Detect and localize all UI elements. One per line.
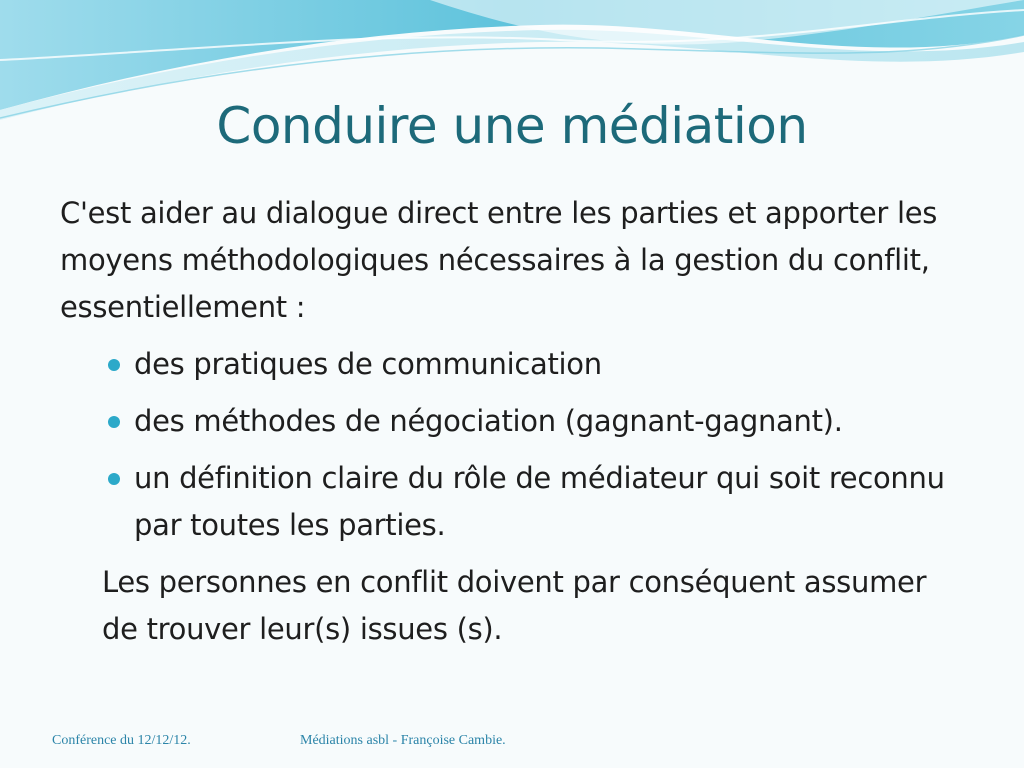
list-item	[104, 455, 960, 549]
bullet-list	[104, 341, 960, 549]
bullet-icon	[108, 473, 120, 485]
bullet-text: des méthodes de négociation (gagnant-gagnant).	[134, 404, 843, 438]
slide-title: Conduire une médiation	[216, 97, 808, 155]
slide-body	[60, 190, 960, 653]
list-item	[104, 341, 960, 388]
bullet-icon	[108, 416, 120, 428]
bullet-text: un définition claire du rôle de médiateur qui soit reconnu par toutes les parties.	[134, 461, 945, 542]
bullet-icon	[108, 359, 120, 371]
list-item	[104, 398, 960, 445]
footer-author: Médiations asbl - Françoise Cambie.	[300, 733, 506, 748]
footer-date: Conférence du 12/12/12.	[52, 733, 191, 748]
intro-paragraph: C'est aider au dialogue direct entre les parties et apporter les moyens méthodologiques nécessaires à la gestion du conflit, essentiellement :	[60, 196, 938, 324]
bullet-text: des pratiques de communication	[134, 347, 602, 381]
closing-paragraph: Les personnes en conflit doivent par conséquent assumer de trouver leur(s) issues (s).	[102, 565, 927, 646]
